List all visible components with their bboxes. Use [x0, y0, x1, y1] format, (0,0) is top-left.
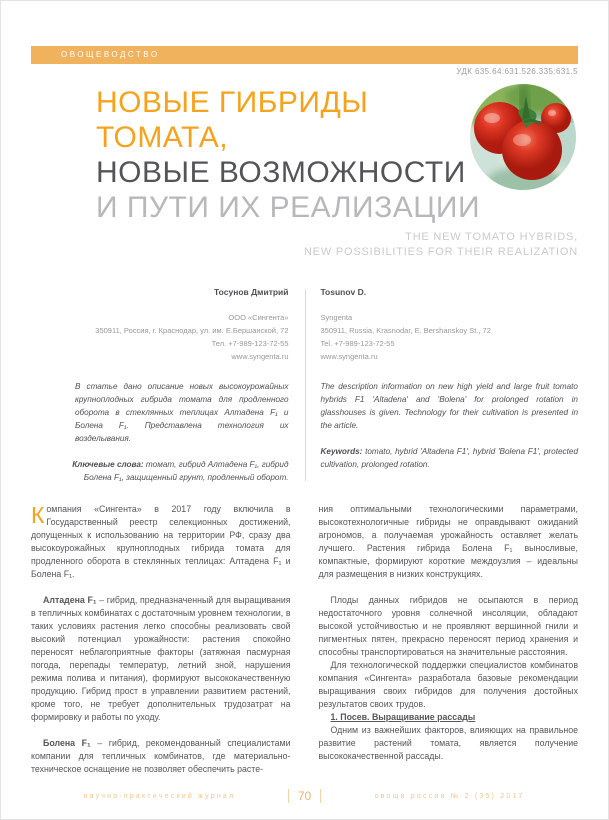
title-en-line-1: THE NEW TOMATO HYBRIDS,: [405, 231, 578, 243]
article-title: [96, 85, 480, 225]
abstract-ru: В статье дано описание новых высокоурожайных крупноплодных гибрида томата для продленного оборота в стеклянных теплицах Алтадена F₁ и Болена F₁. Представлена технология их возделывания.: [75, 382, 289, 443]
section-label: ОВОЩЕВОДСТВО: [61, 50, 160, 59]
paragraph: Для технологической поддержки специалистов комбинатов компания «Сингента» разработала базовые рекомендации выращивания своих гибридов для получения достойных результатов своих трудов.: [318, 660, 578, 709]
org-ru: ООО «Сингента»: [228, 313, 289, 322]
section-label-bar: [31, 46, 578, 64]
phone-ru: Тел. +7-989-123-72-55: [211, 339, 289, 348]
address-en: 350911, Russia, Krasnodar, E. Bershanskoy St., 72: [320, 326, 491, 335]
keywords-en-text: tomato, hybrid 'Altadena F1', hybrid 'Bolena F1', protected cultivation, prolonged rotation.: [320, 447, 578, 469]
paragraph: [31, 594, 291, 724]
article-body: [31, 503, 578, 776]
article-title-en: [304, 230, 578, 260]
title-en-line-2: NEW POSSIBILITIES FOR THEIR REALIZATION: [303, 246, 578, 258]
paragraph: [31, 737, 291, 776]
author-affiliation-en: [321, 311, 579, 363]
tomatoes-photo: [470, 84, 576, 190]
phone-en: Tel. +7-989-123-72-55: [320, 339, 395, 348]
page-footer: [31, 789, 578, 803]
author-ru: [31, 287, 305, 363]
dropcap: К: [31, 502, 45, 528]
abstract-en: The description information on new high yield and large fruit tomato hybrids F1 'Altadena' and 'Bolena' for prolonged rotation in glasshouses is given. Technology for their cultivation is presented in the article.: [320, 382, 578, 430]
hybrid-name-altadena: Алтадена F₁: [43, 595, 97, 605]
author-name-ru: Тосунов Дмитрий: [214, 287, 289, 297]
body-column-right: [319, 503, 579, 776]
body-column-left: [31, 503, 291, 776]
paragraph-text: омпания «Сингента» в 2017 году включила в Государственный реестр селекционных достижений, допущенных к использованию на территории РФ, сразу два высокоурожайных крупноплодных гибрида томата для продленного оборота в стеклянных теплицах: Алтадена F₁ и Болена F₁.: [31, 504, 291, 579]
page-number: 70: [288, 789, 321, 803]
journal-type-label: научно-практический журнал: [83, 792, 236, 800]
keywords-en-label: Keywords:: [320, 447, 363, 456]
tomatoes-illustration: [470, 84, 576, 190]
author-name-en: Tosunov D.: [320, 287, 367, 297]
udc-code: УДК 635.64:631.526.335:631.5: [456, 67, 578, 76]
title-line-4: И ПУТИ ИХ РЕАЛИЗАЦИИ: [96, 191, 481, 224]
paragraph-text: – гибрид, предназначенный для выращивания в тепличных комбинатах с достаточным уровнем технологии, в таких условиях растения легко способны реализовать свой высокий потенциал урожайности: растения спокойно переносят неблагоприятные факторы (затяжная пасмурная погода, перепады температур, летний зной, нарушения режима полива и питания), формируют высококачественную продукцию. Гибрид прост в управлении развитием растений, кроме того, не требует дополнительных трудозатрат на формировку и работы по уходу.: [31, 595, 291, 722]
section-heading-sowing: 1. Посев. Выращивание рассады: [330, 712, 476, 722]
paragraph: ния оптимальными технологическими параметрами, высокотехнологичные гибриды не оправдывают ожиданий агрономов, а получаемая урожайность оставляет желать лучшего. Растения гибрида Болена F₁ выносливые, компактные, формируют короткие междоузлия – идеальны для размещения в низких конструкциях.: [318, 504, 578, 579]
abstract-ru-col: [31, 380, 305, 484]
keywords-ru: [31, 458, 289, 484]
address-ru: 350911, Россия, г. Краснодар, ул. им. Е.Бершанской, 72: [95, 326, 289, 335]
website-link-en[interactable]: www.syngenta.ru: [320, 352, 378, 361]
abstract-en-col: [305, 380, 579, 484]
website-link-ru[interactable]: www.syngenta.ru: [231, 352, 289, 361]
keywords-en: [321, 445, 579, 471]
author-affiliation-ru: [31, 311, 289, 363]
paragraph-text: – гибрид, рекомендованный специалистами компании для тепличных комбинатов, где материально-техническое оснащение не позволяет обеспечить расте-: [31, 738, 291, 774]
keywords-ru-text: томат, гибрид Алтадена F₁, гибрид Болена F₁, защищенный грунт, продленный оборот.: [83, 460, 289, 482]
keywords-ru-label: Ключевые слова:: [72, 460, 144, 469]
title-line-3: НОВЫЕ ВОЗМОЖНОСТИ: [96, 156, 466, 189]
paragraph: [31, 503, 291, 581]
title-line-2: ТОМАТА,: [96, 121, 229, 154]
column-divider: [305, 289, 306, 481]
author-en: [305, 287, 579, 363]
authors-abstract-block: [31, 287, 578, 481]
hybrid-name-bolena: Болена F₁: [43, 738, 91, 748]
paragraph: Одним из важнейших факторов, влияющих на правильное развитие растений томата, является получение высококачественной рассады.: [318, 725, 578, 761]
issue-label: овощи россии № 2 (35) 2017: [374, 792, 525, 800]
paragraph: Плоды данных гибридов не осыпаются в период недостаточного уровня солнечной инсоляции, обладают высокой устойчивостью и не проявляют вершинной гнили и пигментных пятен, прекрасно переносят период хранения и способны транспортироваться на значительные расстояния.: [318, 595, 578, 657]
title-line-1: НОВЫЕ ГИБРИДЫ: [96, 86, 369, 119]
org-en: Syngenta: [320, 313, 353, 322]
